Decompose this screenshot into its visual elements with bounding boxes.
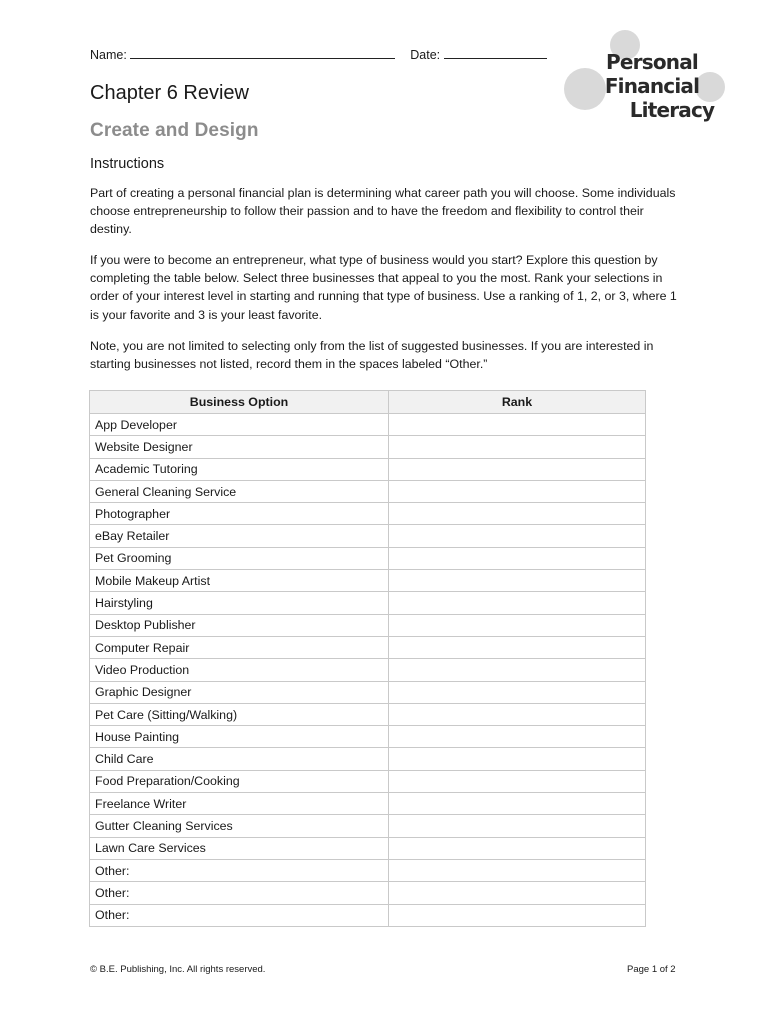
table-row <box>90 525 646 547</box>
rank-cell[interactable] <box>389 703 646 725</box>
page-title: Chapter 6 Review <box>90 82 249 104</box>
table-row <box>90 592 646 614</box>
rank-cell[interactable] <box>389 837 646 859</box>
business-option-cell: Graphic Designer <box>90 681 389 703</box>
business-option-cell: eBay Retailer <box>90 525 389 547</box>
rank-cell[interactable] <box>389 770 646 792</box>
name-date-line <box>90 47 547 62</box>
business-option-cell: Freelance Writer <box>90 793 389 815</box>
rank-cell[interactable] <box>389 882 646 904</box>
rank-cell[interactable] <box>389 614 646 636</box>
rank-cell[interactable] <box>389 793 646 815</box>
business-option-cell: Other: <box>90 859 389 881</box>
business-option-cell: General Cleaning Service <box>90 480 389 502</box>
rank-cell[interactable] <box>389 414 646 436</box>
table-row <box>90 681 646 703</box>
rank-cell[interactable] <box>389 570 646 592</box>
table-row <box>90 570 646 592</box>
rank-cell[interactable] <box>389 525 646 547</box>
rank-header: Rank <box>389 391 646 414</box>
rank-cell[interactable] <box>389 436 646 458</box>
logo-line-2: Literacy <box>629 98 715 122</box>
date-label: Date: <box>410 48 441 62</box>
table-row <box>90 703 646 725</box>
table-row <box>90 458 646 480</box>
business-option-cell: Child Care <box>90 748 389 770</box>
table-row <box>90 547 646 569</box>
paragraph-3: Note, you are not limited to selecting only from the list of suggested businesses. If you are interested in starting businesses not listed, record them in the spaces labeled “Other.” <box>90 339 654 372</box>
rank-cell[interactable] <box>389 681 646 703</box>
table-row <box>90 793 646 815</box>
table-row <box>90 636 646 658</box>
business-option-cell: Other: <box>90 904 389 926</box>
table-row <box>90 414 646 436</box>
table-row <box>90 614 646 636</box>
business-option-cell: Other: <box>90 882 389 904</box>
rank-cell[interactable] <box>389 503 646 525</box>
business-option-cell: Hairstyling <box>90 592 389 614</box>
table-row <box>90 770 646 792</box>
business-option-cell: Food Preparation/Cooking <box>90 770 389 792</box>
table-row <box>90 859 646 881</box>
rank-cell[interactable] <box>389 659 646 681</box>
rank-cell[interactable] <box>389 726 646 748</box>
rank-cell[interactable] <box>389 458 646 480</box>
rank-cell[interactable] <box>389 636 646 658</box>
table-header-row <box>90 391 646 414</box>
logo-text <box>561 50 743 122</box>
table-row <box>90 503 646 525</box>
logo-line-1: Personal Financial <box>604 50 700 98</box>
business-option-cell: Photographer <box>90 503 389 525</box>
paragraph-1: Part of creating a personal financial plan is determining what career path you will choose. Some individuals choose entrepreneurship to follow their passion and to have the freedom and flexibility to control their destiny. <box>90 186 676 237</box>
section-title: Create and Design <box>90 120 259 141</box>
rank-cell[interactable] <box>389 815 646 837</box>
business-option-cell: Gutter Cleaning Services <box>90 815 389 837</box>
business-option-cell: Mobile Makeup Artist <box>90 570 389 592</box>
table-row <box>90 726 646 748</box>
rank-cell[interactable] <box>389 547 646 569</box>
personal-financial-literacy-logo <box>558 28 743 122</box>
rank-cell[interactable] <box>389 904 646 926</box>
table-row <box>90 748 646 770</box>
table-row <box>90 480 646 502</box>
business-option-header: Business Option <box>90 391 389 414</box>
business-option-cell: Lawn Care Services <box>90 837 389 859</box>
table-row <box>90 815 646 837</box>
rank-cell[interactable] <box>389 748 646 770</box>
business-options-table <box>89 390 646 927</box>
business-option-cell: Pet Care (Sitting/Walking) <box>90 703 389 725</box>
rank-cell[interactable] <box>389 592 646 614</box>
instructions-heading: Instructions <box>90 156 165 172</box>
rank-cell[interactable] <box>389 480 646 502</box>
business-option-cell: Desktop Publisher <box>90 614 389 636</box>
rank-cell[interactable] <box>389 859 646 881</box>
table-row <box>90 904 646 926</box>
table-row <box>90 837 646 859</box>
business-option-cell: House Painting <box>90 726 389 748</box>
business-option-cell: Academic Tutoring <box>90 458 389 480</box>
table-row <box>90 659 646 681</box>
business-option-cell: Pet Grooming <box>90 547 389 569</box>
date-blank[interactable] <box>444 47 547 59</box>
business-option-cell: Video Production <box>90 659 389 681</box>
paragraph-2: If you were to become an entrepreneur, what type of business would you start? Explore this question by completing the table below. Select three businesses that appeal to you the most. Rank your selections in order of your interest level in starting and running that type of business. Use a ranking of 1, 2, or 3, where 1 is your favorite and 3 is your least favorite. <box>90 253 677 322</box>
table-row <box>90 436 646 458</box>
name-blank[interactable] <box>130 47 395 59</box>
business-option-cell: App Developer <box>90 414 389 436</box>
name-label: Name: <box>90 48 127 62</box>
copyright-footer: © B.E. Publishing, Inc. All rights reserved. <box>90 964 266 975</box>
table-row <box>90 882 646 904</box>
page-number: Page 1 of 2 <box>627 964 676 975</box>
business-option-cell: Computer Repair <box>90 636 389 658</box>
business-option-cell: Website Designer <box>90 436 389 458</box>
